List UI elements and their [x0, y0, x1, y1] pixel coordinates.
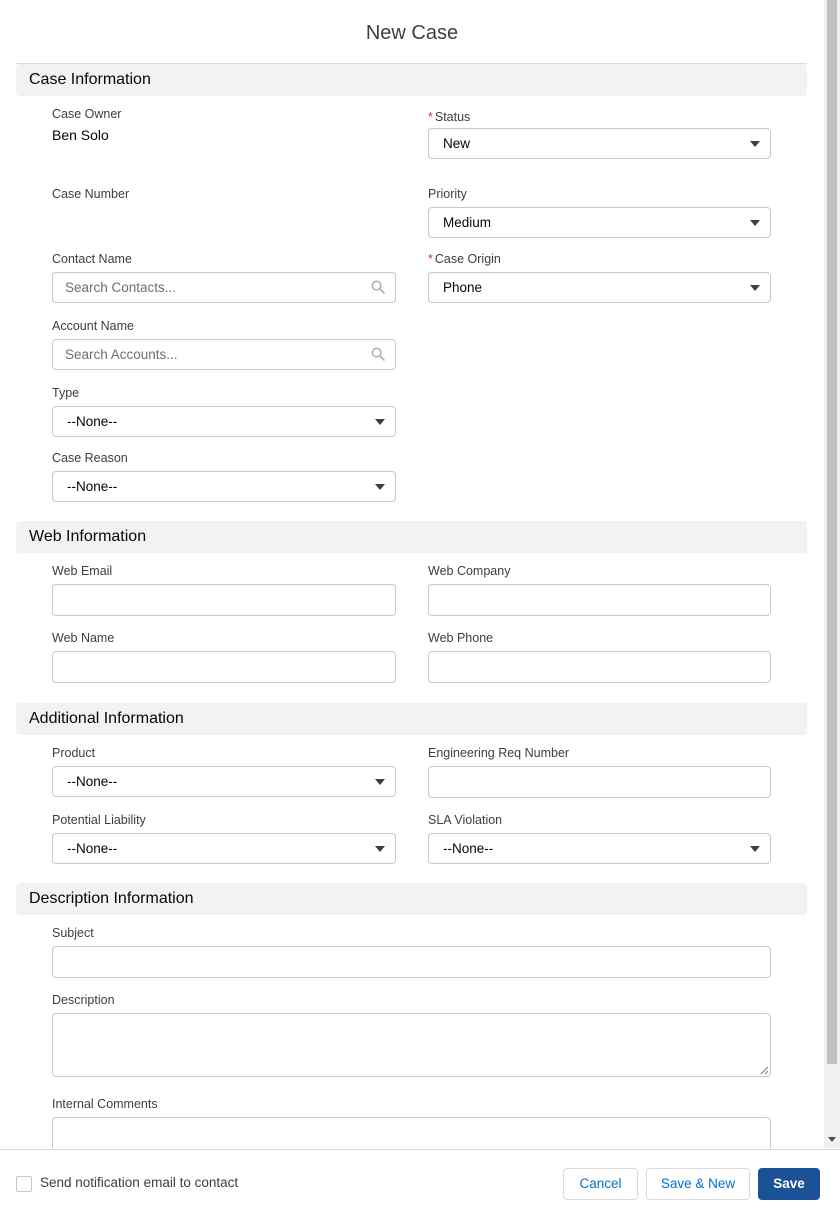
description-label: Description	[52, 993, 115, 1007]
type-label: Type	[52, 386, 80, 400]
cancel-button[interactable]: Cancel	[563, 1168, 638, 1200]
modal-footer	[0, 1149, 840, 1210]
web-phone-input[interactable]	[428, 651, 771, 683]
product-select-value: --None--	[67, 774, 118, 789]
contact-name-label: Contact Name	[52, 252, 132, 266]
chevron-down-icon	[750, 220, 760, 226]
case-reason-label: Case Reason	[52, 451, 128, 465]
scroll-down-arrow-icon[interactable]	[828, 1137, 836, 1142]
type-select[interactable]	[52, 406, 396, 437]
form-scroll-area[interactable]	[0, 64, 824, 1148]
chevron-down-icon	[375, 419, 385, 425]
resize-grip-icon[interactable]	[760, 1066, 769, 1075]
type-select-value: --None--	[67, 414, 118, 429]
case-owner-value: Ben Solo	[52, 127, 109, 143]
scrollbar[interactable]	[824, 0, 840, 1148]
account-name-label: Account Name	[52, 319, 134, 333]
subject-label: Subject	[52, 926, 94, 940]
description-textarea[interactable]	[52, 1013, 771, 1077]
web-company-input[interactable]	[428, 584, 771, 616]
search-icon	[371, 280, 385, 294]
modal-title: New Case	[365, 22, 459, 44]
save-and-new-button[interactable]: Save & New	[646, 1168, 750, 1200]
account-name-placeholder: Search Accounts...	[65, 347, 178, 362]
product-select[interactable]	[52, 766, 396, 797]
required-marker: *	[428, 110, 433, 124]
save-button[interactable]: Save	[758, 1168, 820, 1200]
sla-violation-select[interactable]	[428, 833, 771, 864]
case-reason-select[interactable]	[52, 471, 396, 502]
case-number-label: Case Number	[52, 187, 130, 201]
contact-name-search-input[interactable]	[52, 272, 396, 303]
notify-contact-checkbox[interactable]	[16, 1176, 32, 1192]
engineering-req-label: Engineering Req Number	[428, 746, 570, 760]
case-origin-select[interactable]	[428, 272, 771, 303]
sla-violation-select-value: --None--	[443, 841, 494, 856]
potential-liability-select-value: --None--	[67, 841, 118, 856]
chevron-down-icon	[750, 285, 760, 291]
case-owner-label: Case Owner	[52, 107, 122, 121]
product-label: Product	[52, 746, 96, 760]
web-email-label: Web Email	[52, 564, 113, 578]
internal-comments-textarea[interactable]	[52, 1117, 771, 1148]
notify-contact-label[interactable]: Send notification email to contact	[40, 1175, 239, 1190]
status-select[interactable]	[428, 128, 771, 159]
chevron-down-icon	[375, 484, 385, 490]
contact-name-placeholder: Search Contacts...	[65, 280, 177, 295]
case-origin-label-text: Case Origin	[434, 252, 501, 266]
web-name-label: Web Name	[52, 631, 115, 645]
section-header-description-information[interactable]: Description Information	[16, 883, 807, 915]
status-select-value: New	[443, 136, 471, 151]
subject-input[interactable]	[52, 946, 771, 978]
web-email-input[interactable]	[52, 584, 396, 616]
internal-comments-label: Internal Comments	[52, 1097, 158, 1111]
status-label	[428, 110, 470, 124]
case-origin-label	[428, 252, 501, 266]
status-label-text: Status	[434, 110, 471, 124]
potential-liability-label: Potential Liability	[52, 813, 146, 827]
web-company-label: Web Company	[428, 564, 511, 578]
required-marker: *	[428, 252, 433, 266]
sla-violation-label: SLA Violation	[428, 813, 503, 827]
account-name-search-input[interactable]	[52, 339, 396, 370]
web-phone-label: Web Phone	[428, 631, 494, 645]
chevron-down-icon	[375, 779, 385, 785]
chevron-down-icon	[750, 846, 760, 852]
section-header-web-information[interactable]: Web Information	[16, 521, 807, 553]
web-name-input[interactable]	[52, 651, 396, 683]
chevron-down-icon	[375, 846, 385, 852]
scrollbar-thumb[interactable]	[827, 0, 837, 1064]
section-header-additional-information[interactable]: Additional Information	[16, 703, 807, 735]
priority-select[interactable]	[428, 207, 771, 238]
chevron-down-icon	[750, 141, 760, 147]
priority-select-value: Medium	[443, 215, 492, 230]
search-icon	[371, 347, 385, 361]
case-origin-select-value: Phone	[443, 280, 483, 295]
engineering-req-input[interactable]	[428, 766, 771, 798]
case-reason-select-value: --None--	[67, 479, 118, 494]
section-header-case-information[interactable]: Case Information	[16, 64, 807, 96]
potential-liability-select[interactable]	[52, 833, 396, 864]
priority-label: Priority	[428, 187, 467, 201]
